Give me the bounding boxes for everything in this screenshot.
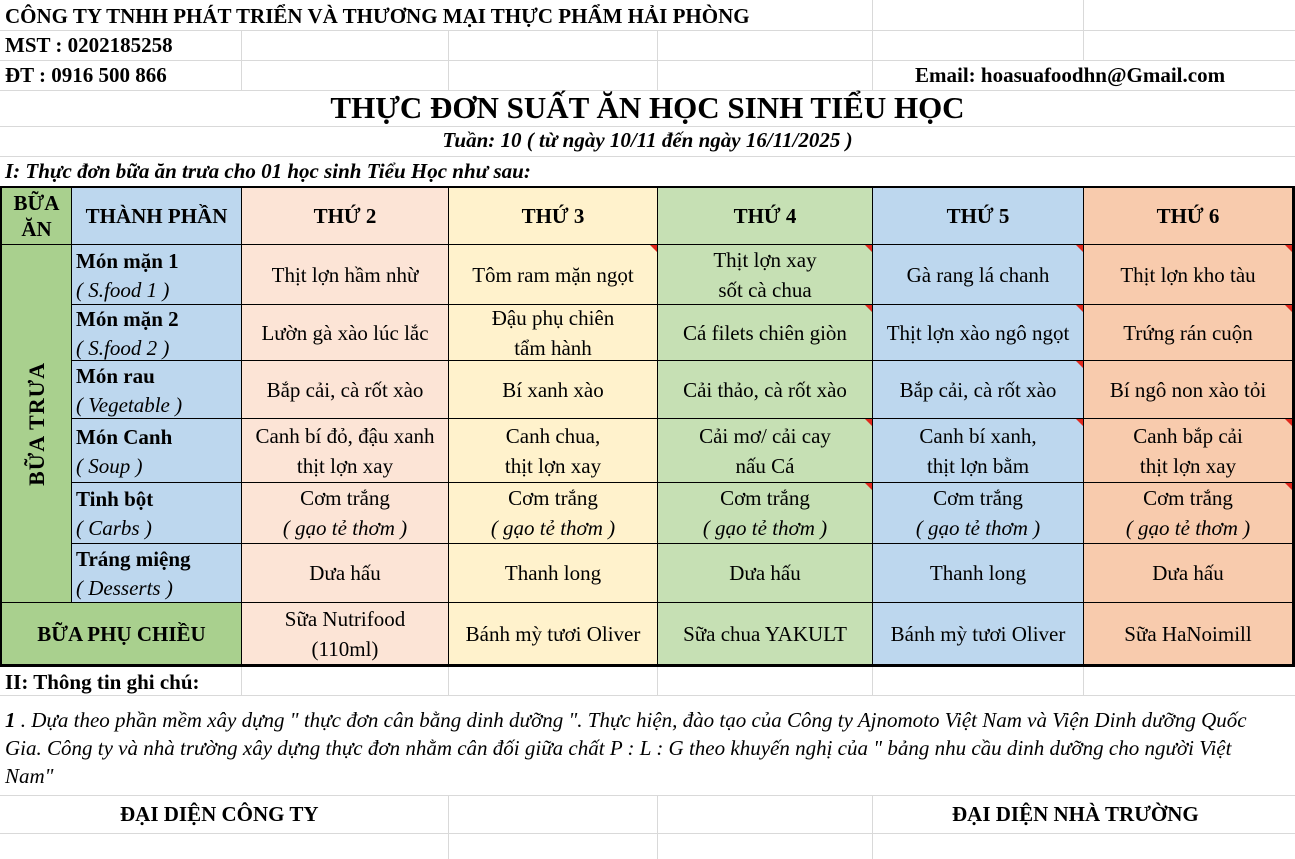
menu-cell-line: Canh bí đỏ, đậu xanh (255, 423, 435, 448)
menu-cell (449, 544, 658, 603)
meal-column-header (2, 188, 72, 245)
menu-cell-line: sốt cà chua (718, 277, 812, 302)
menu-cell (658, 245, 873, 305)
menu-cell (873, 419, 1084, 483)
comment-marker-icon[interactable] (1285, 305, 1292, 312)
grid-line (241, 30, 242, 90)
menu-cell-line: thịt lợn bằm (926, 453, 1030, 478)
comment-marker-icon[interactable] (650, 245, 657, 252)
menu-cell-line: Gà rang lá chanh (906, 262, 1050, 287)
day-header: THỨ 2 (242, 188, 449, 245)
menu-cell (658, 483, 873, 544)
menu-cell-line: Bắp cải, cà rốt xào (899, 377, 1057, 402)
snack-cell-line: Sữa chua YAKULT (683, 621, 847, 646)
menu-cell (658, 361, 873, 419)
grid-line (872, 667, 873, 695)
comment-marker-icon[interactable] (1076, 245, 1083, 252)
lunch-label: BỮA TRƯA (23, 361, 49, 486)
menu-cell-line: Thịt lợn xay (713, 247, 817, 272)
menu-cell-line: thịt lợn xay (504, 453, 602, 478)
grid-line (0, 156, 1295, 157)
comment-marker-icon[interactable] (1285, 483, 1292, 490)
menu-cell-line: Cơm trắng (300, 486, 390, 510)
day-header: THỨ 5 (873, 188, 1084, 245)
comment-marker-icon[interactable] (865, 419, 872, 426)
company-name: CÔNG TY TNHH PHÁT TRIỂN VÀ THƯƠNG MẠI THỰC PHẨM HẢI PHÒNG (5, 4, 750, 28)
snack-cell-line: (110ml) (311, 636, 379, 661)
menu-cell-line: tẩm hành (514, 335, 592, 360)
note-paragraph (5, 706, 1285, 790)
comment-marker-icon[interactable] (865, 305, 872, 312)
component-cell (72, 419, 242, 483)
school-representative-label: ĐẠI DIỆN NHÀ TRƯỜNG (952, 802, 1199, 826)
menu-cell (449, 245, 658, 305)
component-cell (72, 305, 242, 361)
comment-marker-icon[interactable] (1076, 361, 1083, 368)
snack-label: BỮA PHỤ CHIỀU (2, 603, 242, 665)
menu-cell-line: ( gạo tẻ thơm ) (702, 516, 828, 540)
menu-cell-line: Tôm ram mặn ngọt (472, 262, 634, 287)
menu-cell-line: Cơm trắng (1143, 486, 1233, 510)
menu-cell (449, 419, 658, 483)
grid-line (448, 667, 449, 695)
snack-cell (873, 603, 1084, 665)
menu-cell-line: thịt lợn xay (1139, 453, 1237, 478)
grid-line (657, 30, 658, 90)
component-english: ( S.food 1 ) (76, 277, 170, 302)
grid-line (0, 126, 1295, 127)
component-english: ( S.food 2 ) (76, 335, 170, 360)
menu-cell-line: ( gạo tẻ thơm ) (282, 516, 408, 540)
menu-cell (242, 245, 449, 305)
note-number: 1 (5, 708, 16, 732)
menu-cell (873, 245, 1084, 305)
menu-cell (242, 419, 449, 483)
snack-cell-line: Bánh mỳ tươi Oliver (465, 621, 641, 646)
component-name: Tráng miệng (76, 547, 191, 571)
grid-line (448, 30, 449, 90)
menu-cell-line: Dưa hấu (309, 561, 381, 585)
component-cell (72, 483, 242, 544)
comment-marker-icon[interactable] (1076, 419, 1083, 426)
menu-cell (1084, 419, 1293, 483)
component-name: Món mặn 1 (76, 248, 179, 273)
page-title: THỰC ĐƠN SUẤT ĂN HỌC SINH TIỂU HỌC (330, 90, 965, 125)
comment-marker-icon[interactable] (865, 483, 872, 490)
grid-line (1083, 667, 1084, 695)
component-cell (72, 361, 242, 419)
section-heading-menu: I: Thực đơn bữa ăn trưa cho 01 học sinh Tiểu Học như sau: (5, 159, 531, 183)
snack-cell (1084, 603, 1293, 665)
component-english: ( Vegetable ) (76, 392, 183, 417)
component-column-header: THÀNH PHẦN (72, 188, 242, 245)
snack-cell-line: Sữa HaNoimill (1124, 621, 1252, 646)
grid-line (657, 795, 658, 859)
menu-cell (873, 544, 1084, 603)
component-name: Món rau (76, 363, 155, 388)
component-english: ( Carbs ) (76, 516, 152, 540)
grid-line (0, 795, 1295, 796)
email-address: Email: hoasuafoodhn@Gmail.com (915, 63, 1226, 87)
menu-cell (1084, 245, 1293, 305)
snack-cell-line: Bánh mỳ tươi Oliver (890, 621, 1066, 646)
component-name: Tinh bột (76, 487, 154, 511)
menu-cell-line: ( gạo tẻ thơm ) (490, 516, 616, 540)
grid-line (0, 60, 1295, 61)
week-range: Tuần: 10 ( từ ngày 10/11 đến ngày 16/11/2025 ) (442, 128, 853, 152)
menu-cell-line: Thanh long (929, 561, 1027, 585)
menu-cell (658, 305, 873, 361)
comment-marker-icon[interactable] (1285, 419, 1292, 426)
menu-cell (658, 544, 873, 603)
menu-cell-line: Cơm trắng (508, 486, 598, 510)
comment-marker-icon[interactable] (1076, 305, 1083, 312)
component-cell (72, 245, 242, 305)
menu-cell-line: Dưa hấu (729, 561, 801, 585)
company-representative-label: ĐẠI DIỆN CÔNG TY (120, 802, 319, 826)
component-name: Món Canh (76, 424, 173, 449)
menu-cell (242, 305, 449, 361)
grid-line (0, 695, 1295, 696)
menu-cell (1084, 361, 1293, 419)
menu-cell (1084, 305, 1293, 361)
menu-cell-line: Thanh long (504, 561, 602, 585)
grid-line (872, 795, 873, 859)
grid-line (872, 0, 873, 90)
component-name: Món mặn 2 (76, 306, 179, 331)
meal-header-line-2: ĂN (21, 217, 52, 241)
grid-line (657, 667, 658, 695)
grid-line (1083, 0, 1084, 60)
phone-number: ĐT : 0916 500 866 (5, 63, 167, 87)
grid-line (0, 30, 1295, 31)
lunch-label-cell (2, 245, 72, 603)
menu-cell (873, 361, 1084, 419)
grid-line (448, 795, 449, 859)
day-header: THỨ 3 (449, 188, 658, 245)
menu-cell (242, 544, 449, 603)
day-header: THỨ 4 (658, 188, 873, 245)
component-english: ( Desserts ) (76, 576, 173, 600)
meal-header-line-1: BỮA (13, 191, 60, 215)
snack-cell-line: Sữa Nutrifood (284, 606, 406, 631)
menu-cell-line: Cải mơ/ cải cay (699, 423, 831, 448)
menu-cell-line: Thịt lợn hầm nhừ (271, 262, 419, 287)
menu-cell-line: thịt lợn xay (296, 453, 394, 478)
menu-cell-line: ( gạo tẻ thơm ) (1125, 516, 1251, 540)
menu-cell-line: Thịt lợn kho tàu (1120, 262, 1256, 287)
menu-cell (449, 483, 658, 544)
menu-cell-line: Bí xanh xào (502, 377, 604, 402)
menu-cell-line: Bí ngô non xào tỏi (1109, 377, 1267, 402)
component-english: ( Soup ) (76, 453, 143, 478)
menu-cell-line: nấu Cá (735, 453, 795, 478)
menu-cell (1084, 483, 1293, 544)
menu-cell-line: Dưa hấu (1152, 561, 1224, 585)
menu-cell-line: Cơm trắng (720, 486, 810, 510)
menu-cell-line: Trứng rán cuộn (1123, 320, 1253, 345)
menu-cell (873, 483, 1084, 544)
section-heading-notes: II: Thông tin ghi chú: (5, 670, 200, 694)
comment-marker-icon[interactable] (1285, 245, 1292, 252)
menu-cell (242, 361, 449, 419)
day-header: THỨ 6 (1084, 188, 1293, 245)
menu-cell (449, 305, 658, 361)
menu-cell-line: Thịt lợn xào ngô ngọt (886, 320, 1070, 345)
note-text: . Dựa theo phần mềm xây dựng " thực đơn cân bằng dinh dưỡng ". Thực hiện, đào tạo của Công ty Ajnomoto Việt Nam và Viện Dinh dưỡng Quốc Gia. Công ty và nhà trường xây dựng thực đơn nhằm cân đối giữa chất P : L : G theo khuyến nghị của " bảng nhu cầu dinh dưỡng cho người Việt Nam" (5, 708, 1247, 788)
menu-cell-line: Cá filets chiên giòn (683, 320, 847, 345)
menu-cell (658, 419, 873, 483)
menu-cell-line: Canh bắp cải (1133, 423, 1243, 448)
menu-cell-line: Cải thảo, cà rốt xào (683, 377, 847, 402)
snack-cell (658, 603, 873, 665)
snack-cell (449, 603, 658, 665)
menu-cell-line: Canh chua, (505, 423, 601, 448)
menu-cell-line: Bắp cải, cà rốt xào (266, 377, 424, 402)
snack-cell (242, 603, 449, 665)
tax-code: MST : 0202185258 (5, 33, 173, 57)
menu-cell-line: Đậu phụ chiên (491, 305, 615, 330)
grid-line (0, 833, 1295, 834)
menu-cell-line: ( gạo tẻ thơm ) (915, 516, 1041, 540)
menu-cell (873, 305, 1084, 361)
grid-line (241, 667, 242, 695)
menu-cell-line: Cơm trắng (933, 486, 1023, 510)
menu-cell (449, 361, 658, 419)
component-cell (72, 544, 242, 603)
menu-cell-line: Canh bí xanh, (919, 423, 1037, 448)
menu-cell (242, 483, 449, 544)
menu-cell-line: Lườn gà xào lúc lắc (261, 320, 429, 345)
menu-cell (1084, 544, 1293, 603)
comment-marker-icon[interactable] (865, 245, 872, 252)
